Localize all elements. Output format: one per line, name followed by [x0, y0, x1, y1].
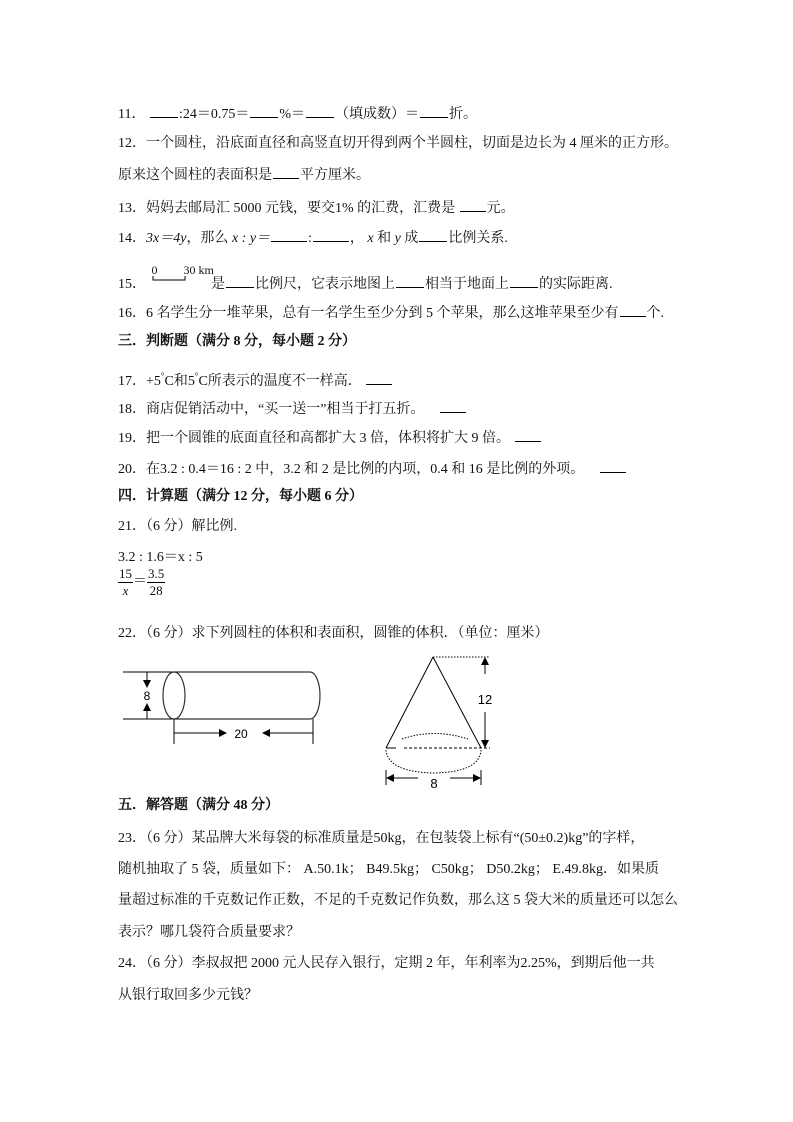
fraction-left	[118, 566, 133, 599]
question-text: 表示？哪几袋符合质量要求？	[118, 925, 300, 940]
question-text: （6 分）李叔叔把 2000 元人民存入银行，定期 2 年，年利率为2.25%，到期后他一共	[146, 956, 655, 971]
question-text: C所表示的温度不一样高．	[198, 374, 362, 389]
question-24-line2	[118, 987, 258, 1005]
cone-base-front	[386, 750, 481, 773]
section-title-calculation: 四．计算题（满分 12 分，每小题 6 分）	[118, 489, 363, 504]
question-text: 个.	[646, 306, 664, 321]
fraction-right	[147, 566, 165, 599]
question-text: 是	[211, 277, 225, 292]
numerator: 3.5	[148, 566, 165, 581]
question-number: 18．	[118, 402, 146, 417]
answer-blank[interactable]	[150, 104, 178, 118]
question-23-line2	[118, 861, 659, 879]
question-13	[118, 198, 515, 218]
answer-blank[interactable]	[226, 274, 254, 288]
question-text: 从银行取回多少元钱？	[118, 988, 258, 1003]
question-18	[118, 399, 467, 419]
answer-blank[interactable]	[306, 104, 334, 118]
question-text: +5	[146, 374, 161, 389]
answer-blank[interactable]	[440, 399, 466, 413]
denominator: x	[122, 583, 129, 598]
question-text: 在3.2 : 0.4＝16 : 2 中，3.2 和 2 是比例的内项，0.4 和 16 是比例的外项。	[146, 462, 585, 477]
question-text: 随机抽取了 5 袋，质量如下： A.50.1k； B49.5kg； C50kg； D50.2kg； E.49.8kg．如果质	[118, 862, 659, 877]
question-number: 14．	[118, 231, 146, 246]
question-23-line4	[118, 924, 300, 942]
equation-1	[118, 549, 203, 567]
question-text: 元。	[486, 201, 515, 216]
question-text: 把一个圆锥的底面直径和高都扩大 3 倍，体积将扩大 9 倍。	[146, 431, 510, 446]
question-number: 24．	[118, 956, 146, 971]
question-number: 11．	[118, 107, 146, 122]
cylinder-diameter-label: 8	[143, 689, 151, 703]
answer-blank[interactable]	[273, 165, 299, 179]
question-text: 成	[400, 231, 419, 246]
question-text: 原来这个圆柱的表面积是	[118, 168, 272, 183]
question-text: 6 名学生分一堆苹果，总有一名学生至少分到 5 个苹果，那么这堆苹果至少有	[146, 306, 619, 321]
variable: y	[394, 231, 401, 246]
cone-diameter-label: 8	[430, 776, 438, 790]
question-text: （填成数）＝	[335, 107, 420, 122]
answer-blank[interactable]	[460, 198, 486, 212]
scale-zero-label: 0	[151, 263, 158, 277]
degree-symbol: °	[160, 371, 165, 381]
question-24	[118, 955, 655, 973]
answer-blank[interactable]	[271, 228, 307, 242]
question-text: 折。	[449, 107, 478, 122]
question-11	[118, 104, 477, 124]
question-23-line3	[118, 892, 678, 910]
variable: x	[367, 231, 374, 246]
question-12-cont	[118, 165, 370, 185]
question-12	[118, 135, 678, 153]
question-text: 商店促销活动中，“买一送一”相当于打五折。	[146, 402, 425, 417]
answer-blank[interactable]	[250, 104, 278, 118]
equation-2	[118, 566, 165, 599]
question-number: 13．	[118, 201, 146, 216]
answer-blank[interactable]	[420, 104, 448, 118]
question-number: 21．	[118, 519, 146, 534]
question-14	[118, 228, 508, 248]
scale-distance-label: 30 km	[183, 263, 214, 277]
question-text: 比例关系.	[448, 231, 508, 246]
question-text: 相当于地面上	[425, 277, 509, 292]
question-number: 12．	[118, 136, 146, 151]
question-text: C和5	[164, 374, 195, 389]
degree-symbol: °	[194, 371, 199, 381]
cylinder-end-ellipse	[163, 672, 185, 719]
section-title-judgement: 三．判断题（满分 8 分，每小题 2 分）	[118, 334, 356, 349]
question-16	[118, 303, 664, 323]
question-text: ，那么	[186, 231, 232, 246]
equation: 3.2 : 1.6＝x : 5	[118, 550, 203, 565]
question-text: 和	[373, 231, 395, 246]
scale-bar-icon	[152, 276, 186, 282]
answer-blank[interactable]	[510, 274, 538, 288]
question-text: 一个圆柱，沿底面直径和高竖直切开得到两个半圆柱，切面是边长为 4 厘米的正方形。	[146, 136, 678, 151]
cylinder-figure	[118, 660, 333, 745]
question-number: 15．	[118, 277, 146, 292]
cone-figure	[380, 650, 500, 790]
cylinder-length-label: 20	[234, 727, 248, 741]
question-text: 平方厘米。	[300, 168, 370, 183]
answer-blank[interactable]	[600, 459, 626, 473]
section-title-word-problems: 五．解答题（满分 48 分）	[118, 798, 279, 813]
question-15	[118, 263, 613, 294]
question-text: 妈妈去邮局汇 5000 元钱，要交1% 的汇费，汇费是	[146, 201, 459, 216]
question-text: :24＝0.75＝	[178, 107, 250, 122]
question-17	[118, 367, 393, 391]
question-number: 20．	[118, 462, 146, 477]
cylinder-body	[174, 672, 320, 719]
question-number: 22．	[118, 626, 146, 641]
answer-blank[interactable]	[419, 228, 447, 242]
answer-blank[interactable]	[620, 303, 646, 317]
answer-blank[interactable]	[366, 371, 392, 385]
question-number: 23．	[118, 831, 146, 846]
scale-bar	[150, 263, 214, 292]
question-text: （6 分）求下列圆柱的体积和表面积，圆锥的体积．（单位：厘米）	[146, 626, 549, 641]
numerator: 15	[119, 566, 132, 581]
question-text: :	[308, 231, 312, 246]
question-19	[118, 428, 542, 448]
question-text: 量超过标准的千克数记作正数，不足的千克数记作负数，那么这 5 袋大米的质量还可以怎么	[118, 893, 678, 908]
question-23	[118, 830, 644, 848]
cone-base-back	[402, 734, 468, 740]
equation: x : y＝	[231, 231, 271, 246]
question-21	[118, 518, 237, 536]
cone-side	[433, 657, 481, 748]
question-text: （6 分）某品牌大米每袋的标准质量是50kg，在包装袋上标有“(50±0.2)kg”的字样，	[146, 831, 645, 846]
question-20	[118, 459, 627, 479]
equals-sign: ＝	[133, 574, 147, 590]
answer-blank[interactable]	[515, 428, 541, 442]
question-text: ，	[349, 231, 364, 246]
question-text: （6 分）解比例.	[146, 519, 237, 534]
question-text: 的实际距离.	[539, 277, 613, 292]
question-text: 比例尺，它表示地图上	[255, 277, 395, 292]
question-number: 19．	[118, 431, 146, 446]
question-22	[118, 625, 549, 643]
denominator: 28	[149, 583, 163, 598]
question-number: 16．	[118, 306, 146, 321]
cone-height-label: 12	[477, 692, 493, 707]
question-number: 17．	[118, 374, 146, 389]
equation: 3x＝4y	[146, 231, 187, 246]
answer-blank[interactable]	[396, 274, 424, 288]
answer-blank[interactable]	[313, 228, 349, 242]
question-text: %＝	[279, 107, 306, 122]
